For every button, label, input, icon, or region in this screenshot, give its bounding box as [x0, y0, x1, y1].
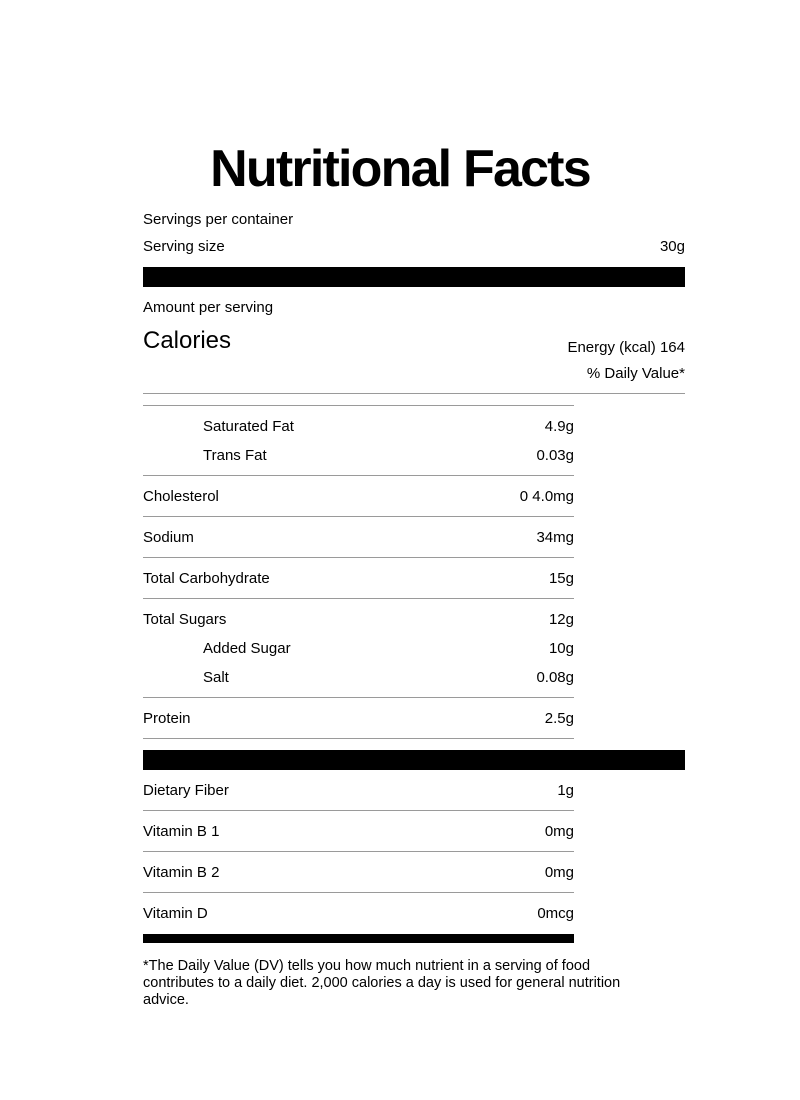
nutrient-value: 0.08g [536, 669, 574, 686]
nutrient-row [143, 668, 574, 688]
nutrient-label: Salt [203, 669, 229, 686]
divider-nutrients-top [143, 405, 574, 406]
nutrient-label: Saturated Fat [203, 418, 294, 435]
daily-value-label: % Daily Value* [586, 365, 685, 382]
nutrient-row [143, 487, 574, 507]
vitamin-row [143, 904, 574, 924]
thick-divider-bottom [143, 934, 574, 943]
nutrient-value: 2.5g [544, 710, 574, 727]
page-title: Nutritional Facts [210, 140, 590, 198]
nutrient-value: 10g [548, 640, 574, 657]
vitamin-value: 0mg [544, 823, 574, 840]
serving-size-label: Serving size [143, 238, 225, 255]
footnote: *The Daily Value (DV) tells you how much nutrient in a serving of food contributes to a daily diet. 2,000 calories a day is used for general nutrition advice. [143, 958, 621, 1008]
nutrient-label: Trans Fat [203, 447, 267, 464]
divider [143, 810, 574, 811]
nutrient-row [143, 610, 574, 630]
divider [143, 738, 574, 739]
nutrient-value: 15g [548, 570, 574, 587]
thick-divider-middle [143, 750, 685, 770]
vitamin-label: Dietary Fiber [143, 782, 229, 799]
nutrient-label: Added Sugar [203, 640, 291, 657]
divider [143, 475, 574, 476]
nutrient-row [143, 639, 574, 659]
divider [143, 697, 574, 698]
divider [143, 516, 574, 517]
nutrient-row [143, 528, 574, 548]
nutrient-value: 0 4.0mg [519, 488, 574, 505]
vitamin-row [143, 822, 574, 842]
vitamin-label: Vitamin D [143, 905, 208, 922]
amount-per-serving-label: Amount per serving [143, 299, 274, 316]
nutrient-value: 0.03g [536, 447, 574, 464]
divider [143, 598, 574, 599]
nutrient-label: Sodium [143, 529, 194, 546]
nutrient-label: Cholesterol [143, 488, 219, 505]
nutrient-label: Protein [143, 710, 191, 727]
nutrient-row [143, 709, 574, 729]
divider [143, 892, 574, 893]
nutrient-label: Total Carbohydrate [143, 570, 270, 587]
nutrient-label: Total Sugars [143, 611, 227, 628]
vitamin-label: Vitamin B 1 [143, 823, 220, 840]
divider-calories [143, 393, 685, 394]
nutrient-value: 34mg [536, 529, 574, 546]
energy-label: Energy (kcal) 164 [567, 339, 685, 356]
nutrient-value: 4.9g [544, 418, 574, 435]
nutrient-row [143, 446, 574, 466]
nutrient-value: 12g [548, 611, 574, 628]
vitamin-row [143, 781, 574, 801]
vitamin-row [143, 863, 574, 883]
divider [143, 851, 574, 852]
divider [143, 557, 574, 558]
servings-per-container-label: Servings per container [143, 211, 294, 228]
vitamin-value: 1g [557, 782, 574, 799]
nutrient-row [143, 417, 574, 437]
nutrient-row [143, 569, 574, 589]
calories-label: Calories [143, 327, 232, 354]
serving-size-value: 30g [659, 238, 685, 255]
vitamin-label: Vitamin B 2 [143, 864, 220, 881]
vitamin-value: 0mg [544, 864, 574, 881]
thick-divider-top [143, 267, 685, 287]
vitamin-value: 0mcg [537, 905, 574, 922]
